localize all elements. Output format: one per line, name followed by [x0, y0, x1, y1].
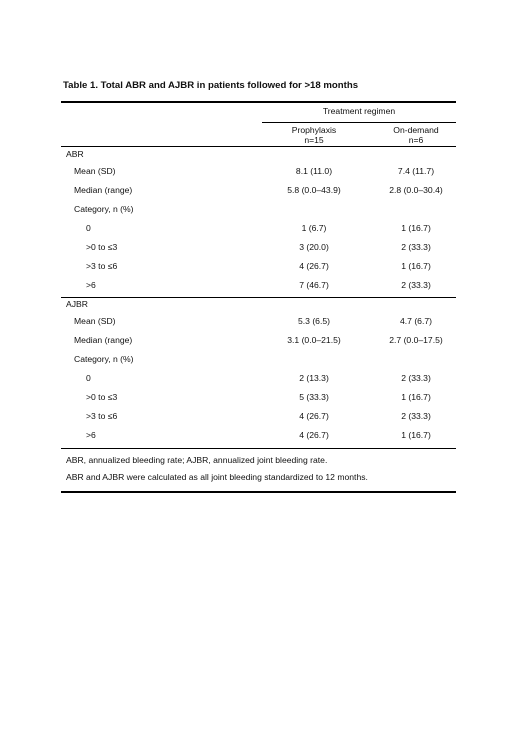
row-label: Mean (SD)	[74, 166, 116, 176]
table-row	[0, 242, 520, 261]
row-label: >0 to ≤3	[86, 392, 118, 402]
footnote-abbreviations: ABR, annualized bleeding rate; AJBR, annualized joint bleeding rate.	[66, 455, 328, 465]
cell-ondemand: 2 (33.3)	[401, 280, 431, 290]
section-label-abr: ABR	[66, 149, 84, 159]
cell-prophylaxis: 7 (46.7)	[299, 280, 329, 290]
column-name-ondemand: On-demand	[393, 125, 439, 135]
cell-prophylaxis: 5.8 (0.0–43.9)	[287, 185, 341, 195]
cell-prophylaxis: 1 (6.7)	[301, 223, 327, 233]
column-name-prophylaxis: Prophylaxis	[291, 125, 337, 135]
cell-ondemand: 1 (16.7)	[401, 430, 431, 440]
cell-prophylaxis: 3.1 (0.0–21.5)	[287, 335, 341, 345]
row-label: Mean (SD)	[74, 316, 116, 326]
cell-prophylaxis: 3 (20.0)	[299, 242, 329, 252]
row-label: >0 to ≤3	[86, 242, 118, 252]
row-label: >3 to ≤6	[86, 261, 118, 271]
section-label-ajbr: AJBR	[66, 299, 88, 309]
table-row	[0, 261, 520, 280]
row-label: Median (range)	[74, 335, 133, 345]
column-n-prophylaxis: n=15	[304, 135, 324, 145]
row-label: >3 to ≤6	[86, 411, 118, 421]
cell-ondemand: 2.7 (0.0–17.5)	[389, 335, 443, 345]
cell-ondemand: 7.4 (11.7)	[397, 166, 435, 176]
group-header-rule	[262, 122, 456, 123]
cell-prophylaxis: 4 (26.7)	[299, 261, 329, 271]
table-title: Table 1. Total ABR and AJBR in patients followed for >18 months	[63, 80, 359, 91]
column-n-ondemand: n=6	[408, 135, 424, 145]
row-label: Category, n (%)	[74, 354, 134, 364]
cell-ondemand: 1 (16.7)	[401, 261, 431, 271]
table-row	[0, 166, 520, 185]
table-row	[0, 354, 520, 373]
table-row	[0, 185, 520, 204]
cell-ondemand: 2.8 (0.0–30.4)	[389, 185, 443, 195]
cell-prophylaxis: 8.1 (11.0)	[295, 166, 333, 176]
cell-prophylaxis: 4 (26.7)	[299, 411, 329, 421]
column-header-ondemand	[376, 125, 456, 145]
cell-ondemand: 4.7 (6.7)	[399, 316, 432, 326]
table-bottom-rule	[61, 448, 456, 449]
table-row	[0, 411, 520, 430]
treatment-regimen-header: Treatment regimen	[322, 106, 396, 116]
table-row	[0, 430, 520, 449]
top-rule	[61, 101, 456, 103]
table-row	[0, 335, 520, 354]
row-label: >6	[86, 430, 96, 440]
footnote-bottom-rule	[61, 491, 456, 493]
table-row	[0, 223, 520, 242]
row-label: Median (range)	[74, 185, 133, 195]
table-row	[0, 392, 520, 411]
table-row	[0, 316, 520, 335]
row-label: 0	[86, 373, 91, 383]
cell-prophylaxis: 4 (26.7)	[299, 430, 329, 440]
row-label: >6	[86, 280, 96, 290]
cell-prophylaxis: 5 (33.3)	[299, 392, 329, 402]
cell-ondemand: 1 (16.7)	[401, 392, 431, 402]
row-label: Category, n (%)	[74, 204, 134, 214]
column-header-prophylaxis	[262, 125, 366, 145]
table-row	[0, 373, 520, 392]
cell-prophylaxis: 2 (13.3)	[299, 373, 329, 383]
cell-ondemand: 2 (33.3)	[401, 242, 431, 252]
table-row	[0, 204, 520, 223]
section-divider-rule	[61, 297, 456, 298]
cell-ondemand: 1 (16.7)	[401, 223, 431, 233]
header-bottom-rule	[61, 146, 456, 147]
cell-ondemand: 2 (33.3)	[401, 411, 431, 421]
row-label: 0	[86, 223, 91, 233]
cell-ondemand: 2 (33.3)	[401, 373, 431, 383]
footnote-calculation: ABR and AJBR were calculated as all joint bleeding standardized to 12 months.	[66, 472, 368, 482]
cell-prophylaxis: 5.3 (6.5)	[297, 316, 330, 326]
